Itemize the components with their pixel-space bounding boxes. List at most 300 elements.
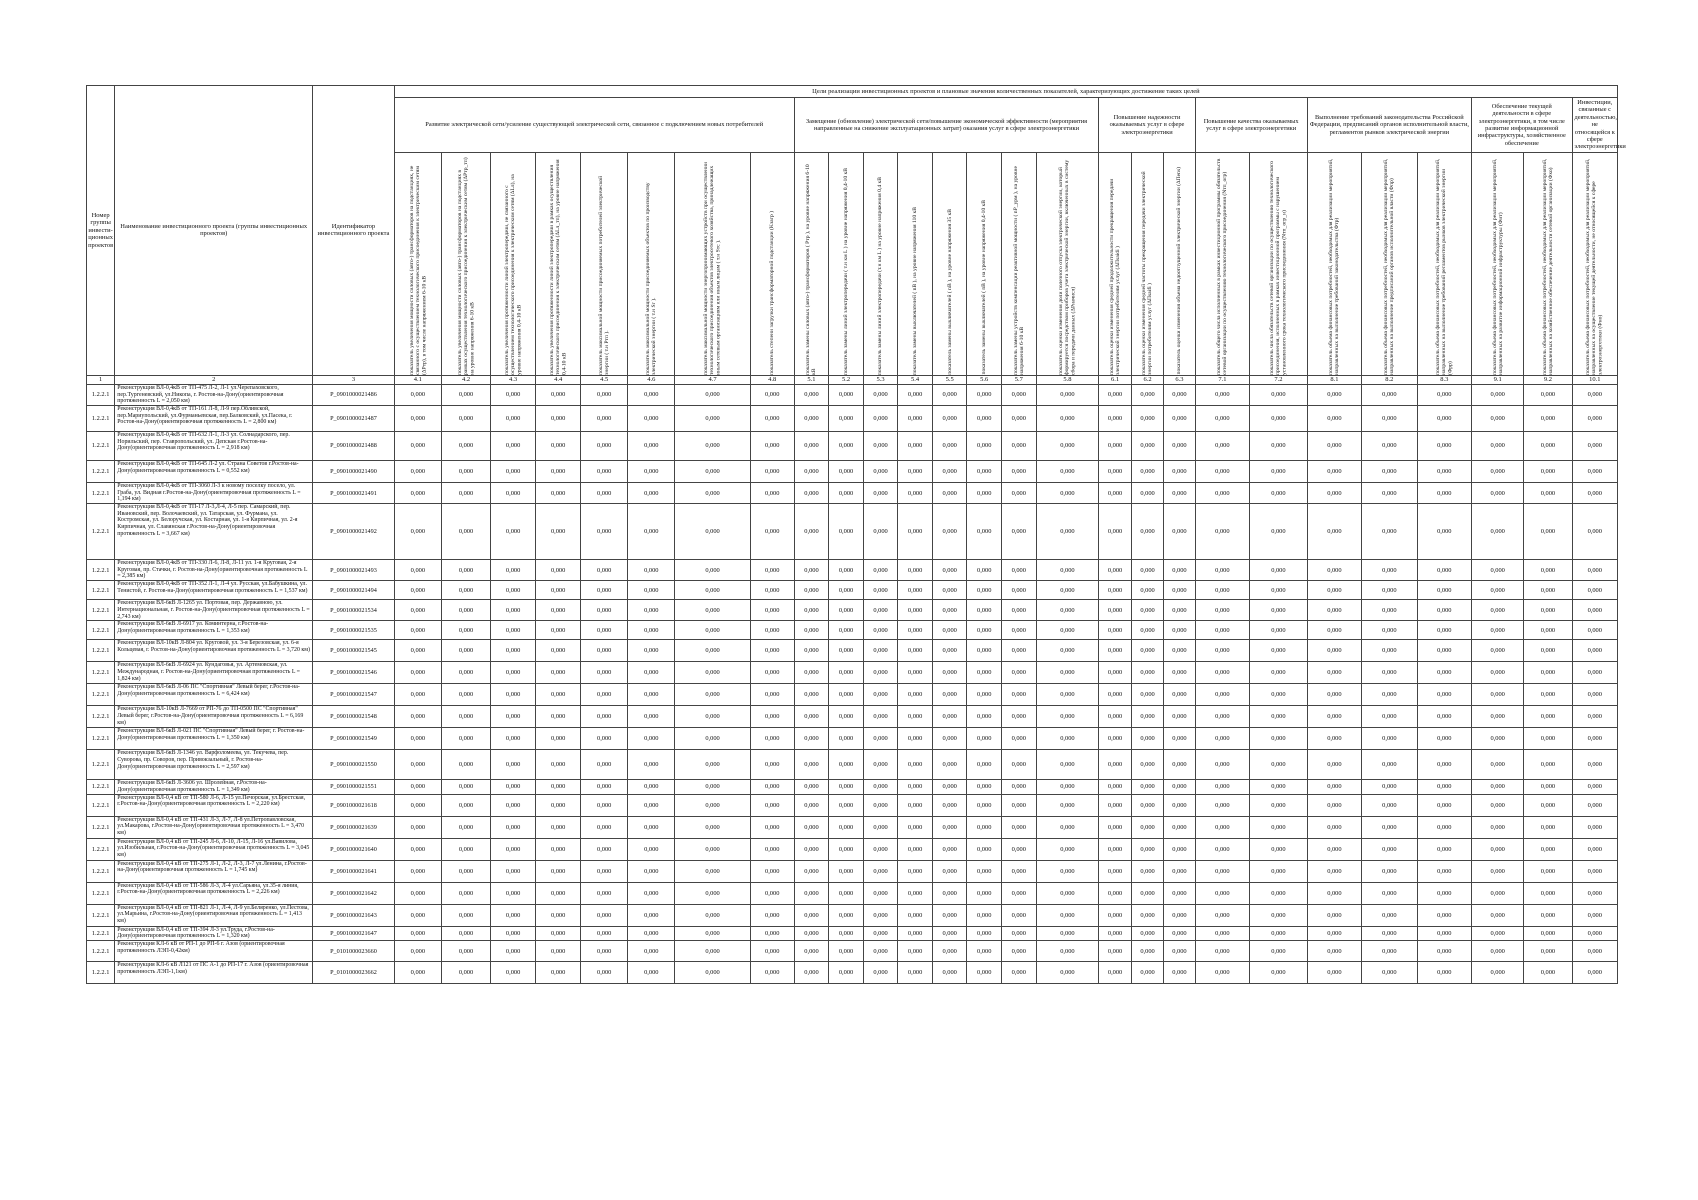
project-name-cell: Реконструкция ВЛ-6кВ Л-1346 ул. Варфоломеева, ул. Текучева, пер. Суворова, пр. Соворов, пер. Привокзальный, г. Ростов-на-Дону(ориентировочная протяженность L = 2,597 км) bbox=[115, 750, 313, 780]
header-project-id: Идентификатор инвестиционного проекта bbox=[313, 86, 395, 376]
indicator-value-cell: 0,000 bbox=[863, 384, 898, 405]
indicator-value-cell: 0,000 bbox=[441, 860, 490, 882]
indicator-value-cell: 0,000 bbox=[1362, 706, 1417, 728]
indicator-value-cell: 0,000 bbox=[1195, 460, 1249, 482]
indicator-value-cell: 0,000 bbox=[1362, 794, 1417, 816]
indicator-value-cell: 0,000 bbox=[491, 728, 536, 750]
project-name-cell: Реконструкция КЛ-6 кВ Л121 от ПС А-1 до РП-17 г. Азов (ориентировочная протяженность ЛЭП-1,1км) bbox=[115, 962, 313, 984]
indicator-value-cell: 0,000 bbox=[1572, 962, 1617, 984]
indicator-header bbox=[536, 152, 581, 375]
project-name-cell: Реконструкция ВЛ-10кВ Л-804 ул. Круговой, ул. 3-я Березовская, ул. 6-я Кольцевая, г. Ростов-на-Дону(ориентировочная протяженность L = 3,720 км) bbox=[115, 640, 313, 662]
indicator-value-cell: 0,000 bbox=[1001, 504, 1036, 560]
indicator-value-cell: 0,000 bbox=[1472, 904, 1524, 926]
indicator-value-cell: 0,000 bbox=[932, 706, 967, 728]
indicator-value-cell: 0,000 bbox=[1131, 581, 1163, 600]
indicator-value-cell: 0,000 bbox=[1099, 882, 1131, 904]
indicator-value-cell: 0,000 bbox=[1164, 482, 1195, 503]
indicator-value-cell: 0,000 bbox=[863, 860, 898, 882]
indicator-value-cell: 0,000 bbox=[1307, 926, 1361, 940]
indicator-value-cell: 0,000 bbox=[967, 838, 1002, 860]
indicator-value-cell: 0,000 bbox=[967, 926, 1002, 940]
indicator-header-text: показатель максимальной мощности присоединяемых потребителей электрической энергии ( т.н Ртп ). bbox=[597, 175, 611, 375]
indicator-value-cell: 0,000 bbox=[898, 384, 933, 405]
indicator-value-cell: 0,000 bbox=[491, 460, 536, 482]
indicator-value-cell: 0,000 bbox=[1195, 860, 1249, 882]
indicator-value-cell: 0,000 bbox=[491, 684, 536, 706]
indicator-header-text: показатель объема финансовых потребностей, необходимых для реализации мероприятий, направленных на хозяйственное обеспечение деятельности сетевой организации (Фхо) bbox=[1541, 158, 1554, 375]
indicator-value-cell: 0,000 bbox=[829, 460, 864, 482]
indicator-value-cell: 0,000 bbox=[1524, 560, 1572, 581]
indicator-value-cell: 0,000 bbox=[1572, 926, 1617, 940]
indicator-value-cell: 0,000 bbox=[1472, 860, 1524, 882]
header-group-quality: Повышение качества оказываемых услуг в сфере электроэнергетики bbox=[1195, 98, 1307, 153]
column-number: 4.7 bbox=[675, 375, 750, 384]
indicator-value-cell: 0,000 bbox=[628, 431, 675, 460]
indicator-value-cell: 0,000 bbox=[1131, 838, 1163, 860]
indicator-value-cell: 0,000 bbox=[581, 600, 628, 621]
indicator-value-cell: 0,000 bbox=[1572, 816, 1617, 838]
indicator-value-cell: 0,000 bbox=[1250, 962, 1308, 984]
indicator-value-cell: 0,000 bbox=[863, 482, 898, 503]
indicator-value-cell: 0,000 bbox=[1195, 882, 1249, 904]
indicator-value-cell: 0,000 bbox=[1362, 926, 1417, 940]
indicator-value-cell: 0,000 bbox=[581, 706, 628, 728]
indicator-header-text: показатель оценки изменения средней продолжительности прекращения передачи электрической энергии потребителям услуг (ΔПsaidi ) bbox=[1108, 178, 1122, 375]
indicator-value-cell: 0,000 bbox=[829, 640, 864, 662]
project-id-cell: P_0901000021486 bbox=[313, 384, 395, 405]
indicator-value-cell: 0,000 bbox=[1001, 941, 1036, 962]
indicator-value-cell: 0,000 bbox=[536, 621, 581, 640]
indicator-value-cell: 0,000 bbox=[675, 600, 750, 621]
indicator-value-cell: 0,000 bbox=[628, 600, 675, 621]
indicator-value-cell: 0,000 bbox=[1307, 962, 1361, 984]
indicator-value-cell: 0,000 bbox=[967, 728, 1002, 750]
indicator-value-cell: 0,000 bbox=[1001, 384, 1036, 405]
indicator-value-cell: 0,000 bbox=[536, 941, 581, 962]
table-row bbox=[87, 962, 1618, 984]
indicator-value-cell: 0,000 bbox=[1164, 794, 1195, 816]
indicator-value-cell: 0,000 bbox=[794, 431, 829, 460]
indicator-value-cell: 0,000 bbox=[536, 794, 581, 816]
group-number-cell: 1.2.2.1 bbox=[87, 816, 115, 838]
indicator-value-cell: 0,000 bbox=[1572, 904, 1617, 926]
indicator-header bbox=[1164, 152, 1195, 375]
indicator-header-text: показатель объема финансовых потребностей, необходимых для реализации мероприятий, направленных на выполнение предписаний органов исполнительной власти (Фпр) bbox=[1383, 158, 1396, 375]
indicator-value-cell: 0,000 bbox=[675, 706, 750, 728]
indicator-value-cell: 0,000 bbox=[1572, 482, 1617, 503]
indicator-value-cell: 0,000 bbox=[1001, 860, 1036, 882]
project-name-cell: Реконструкция ВЛ-0,4кВ от ТП-475 Л-2, Л-1 ул.Черепаховского, пер.Тургеневский, ул.Никопа, г. Ростов-на-Дону(ориентировочная протяженность L = 2,050 км) bbox=[115, 384, 313, 405]
indicator-value-cell: 0,000 bbox=[491, 941, 536, 962]
indicator-value-cell: 0,000 bbox=[932, 926, 967, 940]
column-number: 6.3 bbox=[1164, 375, 1195, 384]
indicator-value-cell: 0,000 bbox=[932, 838, 967, 860]
indicator-value-cell: 0,000 bbox=[932, 780, 967, 794]
indicator-value-cell: 0,000 bbox=[628, 882, 675, 904]
table-row bbox=[87, 581, 1618, 600]
table-row bbox=[87, 882, 1618, 904]
indicator-value-cell: 0,000 bbox=[1164, 706, 1195, 728]
indicator-value-cell: 0,000 bbox=[967, 482, 1002, 503]
indicator-value-cell: 0,000 bbox=[794, 962, 829, 984]
table-row bbox=[87, 482, 1618, 503]
indicator-value-cell: 0,000 bbox=[441, 621, 490, 640]
indicator-value-cell: 0,000 bbox=[581, 684, 628, 706]
indicator-value-cell: 0,000 bbox=[1307, 728, 1361, 750]
header-project-name: Наименование инвестиционного проекта (группы инвестиционных проектов) bbox=[115, 86, 313, 376]
indicator-value-cell: 0,000 bbox=[1250, 560, 1308, 581]
indicator-value-cell: 0,000 bbox=[675, 794, 750, 816]
indicator-value-cell: 0,000 bbox=[967, 904, 1002, 926]
indicator-header-text: показатель замены линий электропередачи (т.н км L ) на уровне напряжения 0,4 кВ bbox=[877, 176, 884, 375]
indicator-value-cell: 0,000 bbox=[394, 600, 441, 621]
indicator-value-cell: 0,000 bbox=[750, 706, 794, 728]
indicator-value-cell: 0,000 bbox=[536, 684, 581, 706]
indicator-value-cell: 0,000 bbox=[536, 962, 581, 984]
indicator-value-cell: 0,000 bbox=[932, 750, 967, 780]
indicator-value-cell: 0,000 bbox=[441, 662, 490, 684]
indicator-value-cell: 0,000 bbox=[675, 384, 750, 405]
indicator-value-cell: 0,000 bbox=[1250, 482, 1308, 503]
indicator-value-cell: 0,000 bbox=[1524, 750, 1572, 780]
indicator-value-cell: 0,000 bbox=[581, 640, 628, 662]
group-number-cell: 1.2.2.1 bbox=[87, 405, 115, 431]
indicator-value-cell: 0,000 bbox=[967, 405, 1002, 431]
indicator-value-cell: 0,000 bbox=[1572, 780, 1617, 794]
indicator-value-cell: 0,000 bbox=[1195, 794, 1249, 816]
column-number: 4.5 bbox=[581, 375, 628, 384]
indicator-value-cell: 0,000 bbox=[750, 941, 794, 962]
column-number: 5.3 bbox=[863, 375, 898, 384]
indicator-header bbox=[441, 152, 490, 375]
indicator-header-text: показатель объема финансовых потребностей, необходимых для реализации мероприятий, направленных на осуществление текущей деятельности, не относящейся к сфере электроэнергетики (Фно) bbox=[1585, 158, 1604, 375]
indicator-value-cell: 0,000 bbox=[1250, 621, 1308, 640]
indicator-value-cell: 0,000 bbox=[536, 560, 581, 581]
column-number: 6.1 bbox=[1099, 375, 1131, 384]
indicator-value-cell: 0,000 bbox=[1524, 926, 1572, 940]
indicator-value-cell: 0,000 bbox=[1001, 816, 1036, 838]
indicator-value-cell: 0,000 bbox=[794, 706, 829, 728]
project-name-cell: Реконструкция КЛ-6 кВ от РП-1 до РП-6 г. Азов (ориентировочная протяженность ЛЭП-0,42км) bbox=[115, 941, 313, 962]
indicator-value-cell: 0,000 bbox=[1472, 431, 1524, 460]
indicator-value-cell: 0,000 bbox=[628, 780, 675, 794]
indicator-value-cell: 0,000 bbox=[898, 662, 933, 684]
indicator-value-cell: 0,000 bbox=[1417, 460, 1471, 482]
indicator-value-cell: 0,000 bbox=[394, 706, 441, 728]
column-number: 8.3 bbox=[1417, 375, 1471, 384]
group-number-cell: 1.2.2.1 bbox=[87, 860, 115, 882]
indicator-value-cell: 0,000 bbox=[1307, 600, 1361, 621]
indicator-value-cell: 0,000 bbox=[1131, 860, 1163, 882]
indicator-value-cell: 0,000 bbox=[1362, 662, 1417, 684]
indicator-value-cell: 0,000 bbox=[794, 460, 829, 482]
indicator-value-cell: 0,000 bbox=[1131, 926, 1163, 940]
group-number-cell: 1.2.2.1 bbox=[87, 794, 115, 816]
indicator-value-cell: 0,000 bbox=[1001, 728, 1036, 750]
indicator-value-cell: 0,000 bbox=[829, 706, 864, 728]
indicator-value-cell: 0,000 bbox=[1362, 882, 1417, 904]
indicator-value-cell: 0,000 bbox=[794, 384, 829, 405]
indicator-value-cell: 0,000 bbox=[394, 780, 441, 794]
indicator-value-cell: 0,000 bbox=[675, 662, 750, 684]
indicator-value-cell: 0,000 bbox=[1036, 581, 1099, 600]
table-row bbox=[87, 794, 1618, 816]
indicator-value-cell: 0,000 bbox=[750, 504, 794, 560]
indicator-value-cell: 0,000 bbox=[536, 706, 581, 728]
indicator-value-cell: 0,000 bbox=[898, 560, 933, 581]
indicator-value-cell: 0,000 bbox=[829, 816, 864, 838]
indicator-value-cell: 0,000 bbox=[829, 684, 864, 706]
indicator-header bbox=[1307, 152, 1361, 375]
indicator-value-cell: 0,000 bbox=[1572, 662, 1617, 684]
indicator-value-cell: 0,000 bbox=[1001, 640, 1036, 662]
indicator-value-cell: 0,000 bbox=[628, 728, 675, 750]
indicator-value-cell: 0,000 bbox=[863, 882, 898, 904]
indicator-value-cell: 0,000 bbox=[1036, 882, 1099, 904]
indicator-value-cell: 0,000 bbox=[1307, 794, 1361, 816]
project-id-cell: P_0901000021548 bbox=[313, 706, 395, 728]
indicator-value-cell: 0,000 bbox=[1307, 816, 1361, 838]
indicator-value-cell: 0,000 bbox=[628, 838, 675, 860]
project-id-cell: P_0901000021549 bbox=[313, 728, 395, 750]
indicator-value-cell: 0,000 bbox=[932, 482, 967, 503]
indicator-value-cell: 0,000 bbox=[394, 405, 441, 431]
indicator-value-cell: 0,000 bbox=[898, 640, 933, 662]
indicator-value-cell: 0,000 bbox=[1250, 860, 1308, 882]
indicator-value-cell: 0,000 bbox=[863, 621, 898, 640]
column-number: 8.2 bbox=[1362, 375, 1417, 384]
indicator-value-cell: 0,000 bbox=[628, 482, 675, 503]
indicator-value-cell: 0,000 bbox=[863, 460, 898, 482]
indicator-value-cell: 0,000 bbox=[1195, 482, 1249, 503]
indicator-value-cell: 0,000 bbox=[1472, 838, 1524, 860]
indicator-value-cell: 0,000 bbox=[1362, 581, 1417, 600]
indicator-value-cell: 0,000 bbox=[394, 560, 441, 581]
table-row bbox=[87, 904, 1618, 926]
indicator-value-cell: 0,000 bbox=[536, 750, 581, 780]
indicator-value-cell: 0,000 bbox=[441, 431, 490, 460]
indicator-value-cell: 0,000 bbox=[1572, 600, 1617, 621]
indicator-value-cell: 0,000 bbox=[441, 600, 490, 621]
indicator-value-cell: 0,000 bbox=[1099, 904, 1131, 926]
indicator-value-cell: 0,000 bbox=[1417, 405, 1471, 431]
indicator-value-cell: 0,000 bbox=[1362, 460, 1417, 482]
indicator-value-cell: 0,000 bbox=[441, 904, 490, 926]
indicator-value-cell: 0,000 bbox=[1164, 860, 1195, 882]
indicator-value-cell: 0,000 bbox=[1417, 780, 1471, 794]
indicator-value-cell: 0,000 bbox=[794, 926, 829, 940]
group-number-cell: 1.2.2.1 bbox=[87, 706, 115, 728]
indicator-value-cell: 0,000 bbox=[536, 780, 581, 794]
indicator-value-cell: 0,000 bbox=[1099, 581, 1131, 600]
indicator-value-cell: 0,000 bbox=[536, 405, 581, 431]
indicator-value-cell: 0,000 bbox=[1307, 941, 1361, 962]
indicator-value-cell: 0,000 bbox=[1036, 405, 1099, 431]
indicator-value-cell: 0,000 bbox=[1472, 816, 1524, 838]
indicator-value-cell: 0,000 bbox=[1307, 750, 1361, 780]
indicator-value-cell: 0,000 bbox=[1524, 838, 1572, 860]
indicator-value-cell: 0,000 bbox=[1099, 728, 1131, 750]
table-row bbox=[87, 384, 1618, 405]
indicator-value-cell: 0,000 bbox=[1036, 962, 1099, 984]
indicator-value-cell: 0,000 bbox=[1307, 662, 1361, 684]
indicator-value-cell: 0,000 bbox=[967, 621, 1002, 640]
indicator-value-cell: 0,000 bbox=[675, 882, 750, 904]
group-number-cell: 1.2.2.1 bbox=[87, 460, 115, 482]
indicator-value-cell: 0,000 bbox=[1362, 962, 1417, 984]
indicator-value-cell: 0,000 bbox=[1472, 684, 1524, 706]
indicator-value-cell: 0,000 bbox=[829, 621, 864, 640]
project-name-cell: Реконструкция ВЛ-0,4 кВ от ТП-580 Л-6, Л-15 ул.Печорская, ул.Брестская, г.Ростов-на-Дону(ориентировочная протяженность L = 2,220 км) bbox=[115, 794, 313, 816]
indicator-value-cell: 0,000 bbox=[1417, 728, 1471, 750]
indicator-value-cell: 0,000 bbox=[1524, 431, 1572, 460]
project-name-cell: Реконструкция ВЛ-0,4кВ от ТП-161 Л-8, Л-9 пер.Обливской, пер.Мариупольский, ул.Фурманьевская, пер.Балковский, ул.Пасека, г. Ростов-на-Дону(ориентировочная протяженность L = 2,800 км) bbox=[115, 405, 313, 431]
indicator-value-cell: 0,000 bbox=[1524, 581, 1572, 600]
indicator-value-cell: 0,000 bbox=[675, 621, 750, 640]
indicator-value-cell: 0,000 bbox=[898, 728, 933, 750]
indicator-header bbox=[1524, 152, 1572, 375]
indicator-value-cell: 0,000 bbox=[441, 560, 490, 581]
indicator-value-cell: 0,000 bbox=[1195, 560, 1249, 581]
indicator-value-cell: 0,000 bbox=[491, 621, 536, 640]
indicator-value-cell: 0,000 bbox=[967, 560, 1002, 581]
indicator-header bbox=[1001, 152, 1036, 375]
column-number: 8.1 bbox=[1307, 375, 1361, 384]
indicator-value-cell: 0,000 bbox=[536, 816, 581, 838]
indicator-value-cell: 0,000 bbox=[1524, 941, 1572, 962]
indicator-value-cell: 0,000 bbox=[628, 941, 675, 962]
indicator-value-cell: 0,000 bbox=[1036, 728, 1099, 750]
indicator-value-cell: 0,000 bbox=[441, 882, 490, 904]
indicator-value-cell: 0,000 bbox=[863, 640, 898, 662]
indicator-value-cell: 0,000 bbox=[1099, 460, 1131, 482]
indicator-value-cell: 0,000 bbox=[1524, 882, 1572, 904]
indicator-value-cell: 0,000 bbox=[628, 662, 675, 684]
indicator-value-cell: 0,000 bbox=[750, 560, 794, 581]
indicator-value-cell: 0,000 bbox=[675, 460, 750, 482]
indicator-value-cell: 0,000 bbox=[1250, 640, 1308, 662]
indicator-value-cell: 0,000 bbox=[1417, 794, 1471, 816]
indicator-value-cell: 0,000 bbox=[1572, 431, 1617, 460]
column-number: 4.8 bbox=[750, 375, 794, 384]
indicator-value-cell: 0,000 bbox=[441, 460, 490, 482]
indicator-value-cell: 0,000 bbox=[1307, 384, 1361, 405]
indicator-value-cell: 0,000 bbox=[1307, 621, 1361, 640]
indicator-value-cell: 0,000 bbox=[675, 482, 750, 503]
indicator-value-cell: 0,000 bbox=[794, 904, 829, 926]
indicator-value-cell: 0,000 bbox=[675, 904, 750, 926]
indicator-value-cell: 0,000 bbox=[628, 621, 675, 640]
indicator-value-cell: 0,000 bbox=[1036, 384, 1099, 405]
indicator-value-cell: 0,000 bbox=[675, 504, 750, 560]
indicator-value-cell: 0,000 bbox=[794, 816, 829, 838]
indicator-value-cell: 0,000 bbox=[441, 384, 490, 405]
indicator-value-cell: 0,000 bbox=[794, 794, 829, 816]
indicator-value-cell: 0,000 bbox=[1307, 431, 1361, 460]
indicator-value-cell: 0,000 bbox=[441, 926, 490, 940]
table-row bbox=[87, 860, 1618, 882]
indicator-value-cell: 0,000 bbox=[1524, 816, 1572, 838]
indicator-value-cell: 0,000 bbox=[1036, 460, 1099, 482]
project-id-cell: P_0901000021494 bbox=[313, 581, 395, 600]
indicator-header bbox=[675, 152, 750, 375]
indicator-value-cell: 0,000 bbox=[1307, 838, 1361, 860]
indicator-value-cell: 0,000 bbox=[898, 941, 933, 962]
table-row bbox=[87, 621, 1618, 640]
project-name-cell: Реконструкция ВЛ-0,4кВ от ТП-330 Л-6, Л-8, Л-11 ул. 1-я Круговая, 2-я Круговая, пр. Стачки, г. Ростов-на-Дону(ориентировочная протяженность L = 2,385 км) bbox=[115, 560, 313, 581]
indicator-value-cell: 0,000 bbox=[536, 662, 581, 684]
indicator-value-cell: 0,000 bbox=[932, 662, 967, 684]
indicator-value-cell: 0,000 bbox=[394, 431, 441, 460]
indicator-value-cell: 0,000 bbox=[1472, 706, 1524, 728]
indicator-value-cell: 0,000 bbox=[491, 904, 536, 926]
indicator-header bbox=[491, 152, 536, 375]
indicator-value-cell: 0,000 bbox=[1572, 882, 1617, 904]
project-id-cell: P_0901000021487 bbox=[313, 405, 395, 431]
indicator-value-cell: 0,000 bbox=[863, 706, 898, 728]
indicator-value-cell: 0,000 bbox=[794, 728, 829, 750]
indicator-value-cell: 0,000 bbox=[581, 860, 628, 882]
indicator-header bbox=[1036, 152, 1099, 375]
indicator-value-cell: 0,000 bbox=[750, 460, 794, 482]
indicator-value-cell: 0,000 bbox=[1524, 728, 1572, 750]
indicator-value-cell: 0,000 bbox=[1036, 621, 1099, 640]
indicator-value-cell: 0,000 bbox=[628, 405, 675, 431]
table-row bbox=[87, 750, 1618, 780]
indicator-header bbox=[829, 152, 864, 375]
indicator-value-cell: 0,000 bbox=[794, 560, 829, 581]
project-id-cell: P_0901000021640 bbox=[313, 838, 395, 860]
indicator-value-cell: 0,000 bbox=[932, 504, 967, 560]
indicator-header bbox=[1472, 152, 1524, 375]
indicator-value-cell: 0,000 bbox=[394, 838, 441, 860]
indicator-value-cell: 0,000 bbox=[491, 962, 536, 984]
indicator-value-cell: 0,000 bbox=[750, 431, 794, 460]
indicator-value-cell: 0,000 bbox=[863, 750, 898, 780]
indicator-value-cell: 0,000 bbox=[863, 662, 898, 684]
indicator-value-cell: 0,000 bbox=[1164, 684, 1195, 706]
indicator-value-cell: 0,000 bbox=[898, 780, 933, 794]
indicator-value-cell: 0,000 bbox=[1524, 482, 1572, 503]
indicator-value-cell: 0,000 bbox=[441, 962, 490, 984]
indicator-value-cell: 0,000 bbox=[898, 794, 933, 816]
indicator-value-cell: 0,000 bbox=[1250, 728, 1308, 750]
indicator-value-cell: 0,000 bbox=[1164, 504, 1195, 560]
indicator-value-cell: 0,000 bbox=[1572, 460, 1617, 482]
indicator-value-cell: 0,000 bbox=[1307, 504, 1361, 560]
indicator-value-cell: 0,000 bbox=[1307, 482, 1361, 503]
indicator-value-cell: 0,000 bbox=[1131, 962, 1163, 984]
indicator-value-cell: 0,000 bbox=[898, 860, 933, 882]
indicator-value-cell: 0,000 bbox=[1417, 662, 1471, 684]
indicator-value-cell: 0,000 bbox=[898, 621, 933, 640]
indicator-value-cell: 0,000 bbox=[675, 581, 750, 600]
indicator-value-cell: 0,000 bbox=[932, 962, 967, 984]
indicator-value-cell: 0,000 bbox=[1001, 750, 1036, 780]
indicator-value-cell: 0,000 bbox=[491, 581, 536, 600]
indicator-value-cell: 0,000 bbox=[750, 621, 794, 640]
indicator-value-cell: 0,000 bbox=[1099, 750, 1131, 780]
indicator-value-cell: 0,000 bbox=[750, 838, 794, 860]
indicator-value-cell: 0,000 bbox=[1417, 904, 1471, 926]
indicator-value-cell: 0,000 bbox=[441, 816, 490, 838]
indicator-header-text: показатель замены выключателей ( nВ ), на уровне напряжения 0,4-10 кВ bbox=[981, 200, 988, 375]
indicator-value-cell: 0,000 bbox=[829, 600, 864, 621]
group-number-cell: 1.2.2.1 bbox=[87, 838, 115, 860]
indicator-value-cell: 0,000 bbox=[863, 794, 898, 816]
indicator-value-cell: 0,000 bbox=[1362, 640, 1417, 662]
column-number: 6.2 bbox=[1131, 375, 1163, 384]
